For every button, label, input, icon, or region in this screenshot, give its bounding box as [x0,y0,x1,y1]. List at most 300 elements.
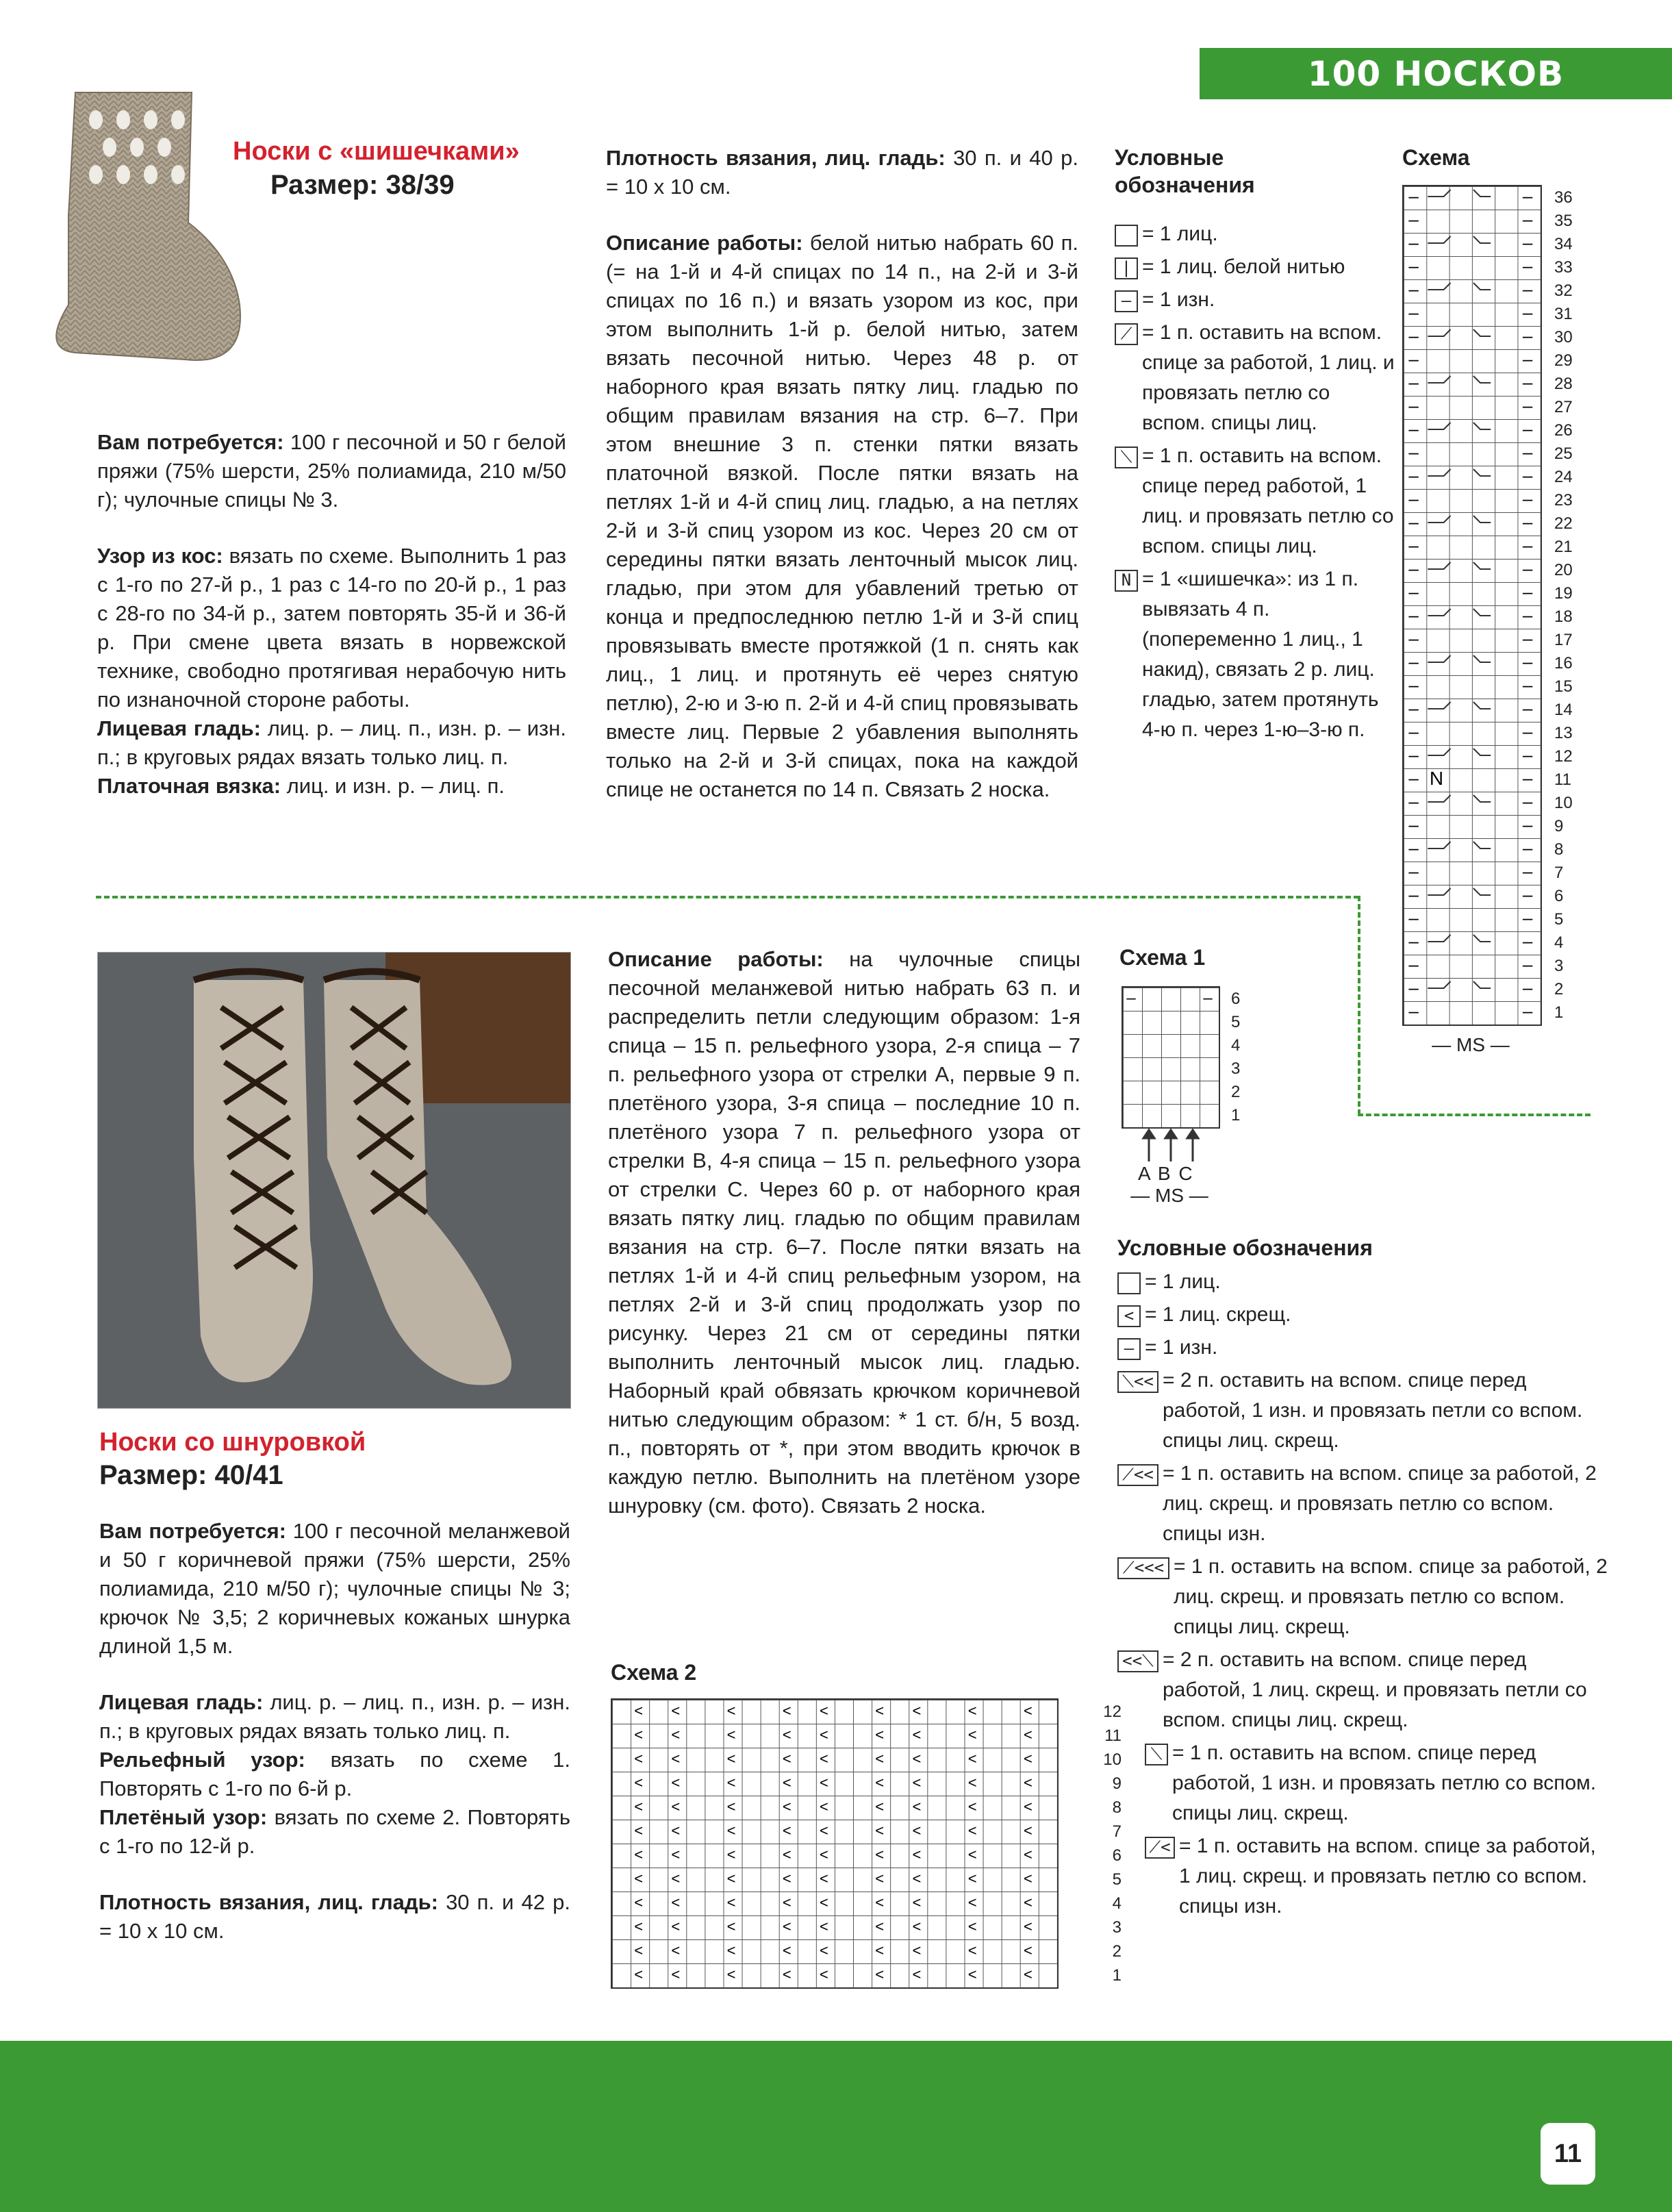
legend-item [1117,1831,1610,1922]
row-number: 10 [1554,794,1573,812]
twisted-knit-mark: < [1023,1774,1033,1792]
purl-mark: – [1522,768,1533,788]
gauge-label: Плотность вязания, лиц. гладь: [606,146,946,170]
twisted-knit-mark: < [875,1894,885,1911]
purl-mark: – [1522,791,1533,812]
twisted-knit-mark: < [671,1918,681,1935]
stockinette-text: лиц. р. – лиц. п., изн. р. – изн. п.; в круговых рядах вязать только лиц. п. [97,716,566,769]
twisted-knit-mark: < [634,1894,644,1911]
legend-text: = 2 п. оставить на вспом. спице перед работой, 1 лиц. скрещ. и провязать петли со вспом. спицы лиц. скрещ. [1163,1648,1587,1731]
cable-mark [1428,190,1450,197]
legend-symbol-icon: <<⟍ [1117,1650,1158,1672]
purl-mark: – [1522,558,1533,579]
purl-mark: – [1408,605,1419,625]
legend-text: = 1 изн. [1142,288,1215,311]
twisted-knit-mark: < [912,1870,922,1887]
twisted-knit-mark: < [820,1894,828,1911]
twisted-knit-mark: < [782,1822,791,1839]
twisted-knit-mark: < [782,1965,791,1983]
cable-mark [1428,562,1450,569]
legend-symbol-icon: ⟋<<< [1117,1557,1169,1579]
row-number: 7 [1112,1822,1122,1841]
purl-mark: – [1522,581,1533,602]
row-number: 22 [1554,514,1573,533]
twisted-knit-mark: < [1023,1918,1033,1935]
twisted-knit-mark: < [912,1894,922,1911]
twisted-knit-mark: < [726,1941,736,1959]
row-number: 5 [1112,1870,1122,1889]
twisted-knit-mark: < [875,1918,885,1935]
row-number: 14 [1554,701,1573,719]
row-number: 20 [1554,561,1573,579]
purl-mark: – [1126,989,1136,1007]
twisted-knit-mark: < [671,1965,681,1983]
twisted-knit-mark: < [782,1774,791,1792]
purl-mark: – [1408,302,1419,323]
twisted-knit-mark: < [671,1822,681,1839]
twisted-knit-mark: < [671,1702,681,1720]
twisted-knit-mark: < [726,1750,736,1768]
purl-mark: – [1522,442,1533,462]
purl-mark: – [1522,721,1533,742]
twisted-knit-mark: < [782,1894,791,1911]
twisted-knit-mark: < [967,1702,977,1720]
purl-mark: – [1522,744,1533,765]
cable-mark [1473,888,1491,895]
twisted-knit-mark: < [671,1798,681,1815]
legend-symbol-icon [1115,225,1138,247]
gauge2-text: 30 п. и 42 р. = 10 х 10 см. [99,1890,570,1943]
purl-mark: – [1522,255,1533,276]
purl-mark: – [1408,814,1419,835]
purl-mark: – [1408,232,1419,253]
purl-mark: – [1522,209,1533,229]
purl-mark: – [1408,651,1419,672]
twisted-knit-mark: < [1023,1965,1033,1983]
row-number: 6 [1231,990,1241,1008]
purl-mark: – [1408,186,1419,206]
purl-mark: – [1408,418,1419,439]
twisted-knit-mark: < [820,1822,828,1839]
twisted-knit-mark: < [967,1941,977,1959]
purl-mark: – [1522,279,1533,299]
legend-symbol-icon: | [1115,257,1138,279]
twisted-knit-mark: < [782,1750,791,1768]
row-number: 4 [1112,1894,1122,1913]
purl-mark: – [1408,558,1419,579]
row-number: 24 [1554,468,1573,486]
twisted-knit-mark: < [1023,1941,1033,1959]
twisted-knit-mark: < [912,1726,922,1744]
legend-text: = 2 п. оставить на вспом. спице перед работой, 1 изн. и провязать петли со вспом. спицы лиц. скрещ. [1163,1369,1583,1452]
legend-item [1117,1300,1610,1330]
scheme1-arrows [1137,1129,1205,1163]
row-number: 10 [1103,1750,1122,1769]
cable-mark [1428,516,1450,523]
row-number: 29 [1554,351,1573,370]
cable-mark [1473,655,1491,662]
purl-mark: – [1522,977,1533,998]
twisted-knit-mark: < [875,1750,885,1768]
pattern-label: Узор из кос: [97,544,223,568]
legend-symbol-icon: ⟋< [1145,1837,1175,1859]
row-number: 25 [1554,444,1573,463]
purl-mark: – [1522,605,1533,625]
purl-mark: – [1408,442,1419,462]
purl-mark: – [1522,931,1533,951]
legend-symbol-icon: N [1115,570,1138,592]
article2-middle-column [608,945,1080,1520]
legend-text: = 1 п. оставить на вспом. спице за работой, 2 лиц. скрещ. и провязать петлю со вспом. спицы лиц. скрещ. [1174,1555,1608,1638]
twisted-knit-mark: < [967,1894,977,1911]
cable-mark [1473,516,1491,523]
cable-mark [1428,702,1450,709]
row-number: 34 [1554,235,1573,253]
twisted-knit-mark: < [1023,1822,1033,1839]
legend2-title: Условные обозначения [1117,1235,1373,1260]
legend-item [1117,1333,1610,1363]
row-number: 19 [1554,584,1573,603]
purl-mark: – [1408,675,1419,695]
twisted-knit-mark: < [634,1846,644,1863]
twisted-knit-mark: < [820,1774,828,1792]
braid-text: вязать по схеме 2. Повторять с 1-го по 12-й р. [99,1805,570,1858]
row-number: 32 [1554,281,1573,300]
purl-mark: – [1522,628,1533,649]
legend-text: = 1 п. оставить на вспом. спице перед работой, 1 лиц. и провязать петлю со вспом. спицы лиц. [1142,444,1394,557]
row-number: 8 [1112,1798,1122,1817]
purl-mark: – [1522,838,1533,858]
scheme1-arrow-labels: A B C [1138,1163,1194,1184]
twisted-knit-mark: < [912,1702,922,1720]
legend-item [1115,564,1395,745]
row-number: 2 [1112,1942,1122,1961]
row-number: 31 [1554,305,1573,323]
scheme1-symbols [1122,986,1217,1126]
needs-label: Вам потребуется: [97,430,284,454]
row-number: 9 [1112,1774,1122,1793]
twisted-knit-mark: < [726,1965,736,1983]
row-number: 3 [1554,957,1564,975]
row-number: 1 [1112,1966,1122,1985]
purl-mark: – [1522,698,1533,718]
legend-text: = 1 лиц. [1145,1270,1221,1293]
twisted-knit-mark: < [671,1894,681,1911]
legend1-title: Условные обозначения [1115,145,1255,197]
legend-item [1115,441,1395,562]
separator-vertical [1358,896,1360,1115]
cable-mark [1428,283,1450,290]
twisted-knit-mark: < [912,1822,922,1839]
twisted-knit-mark: < [782,1918,791,1935]
cable-mark [1428,329,1450,336]
purl-mark: – [1408,488,1419,509]
row-number: 1 [1554,1003,1564,1022]
row-number: 1 [1231,1106,1241,1124]
twisted-knit-mark: < [671,1941,681,1959]
cable-mark [1473,749,1491,755]
twisted-knit-mark: < [634,1941,644,1959]
purl-mark: – [1408,838,1419,858]
cable-mark [1473,329,1491,336]
stockinette2-text: лиц. р. – лиц. п., изн. р. – изн. п.; в круговых рядах вязать только лиц. п. [99,1690,570,1743]
row-number: 2 [1231,1083,1241,1101]
purl-mark: – [1522,488,1533,509]
cable-mark [1473,935,1491,942]
scheme2-title: Схема 2 [611,1660,697,1685]
purl-mark: – [1522,372,1533,392]
purl-mark: – [1408,209,1419,229]
legend-item [1115,219,1395,249]
stockinette2-label: Лицевая гладь: [99,1690,264,1714]
purl-mark: – [1408,581,1419,602]
purl-mark: – [1408,535,1419,555]
desc-text: белой нитью набрать 60 п. (= на 1-й и 4-й спицах по 14 п., на 2-й и 3-й спицах по 16 п.) и вязать узором из кос, при этом выполнить 1-й р. белой нитью, затем вязать песочной нитью. Через 48 р. от наборного края вязать пятку лиц. гладью по общим правилам вязания на стр. 6–7. При этом внешние 3 п. стенки пятки вязать платочной вязкой. После пятки вязать на петлях 1-й и 4-й спиц лиц. гладью, а на петлях 2-й и 3-й спиц узором из кос. Через 20 см от середины пятки вязать ленточный мысок лиц. гладью, при этом для убавлений третью от конца и предпоследнюю петлю 1-й и 3-й спиц провязывать вместе протяжкой (1 п. снять как лиц., 1 лиц. и протянуть её через снятую петлю), 2-ю и 3-ю п. 2-й и 4-й спиц провязывать вместе лиц. Первые 2 убавления выполнять только на 2-й и 3-й спицах, пока на каждой спице не останется по 14 п. Связать 2 носка. [606,231,1078,801]
purl-mark: – [1408,884,1419,905]
legend-text: = 1 «шишечка»: из 1 п. вывязать 4 п. (попеременно 1 лиц., 1 накид), связать 2 р. лиц. гладью, затем протянуть 4-ю п. через 1-ю–3-ю п. [1142,568,1379,741]
twisted-knit-mark: < [875,1846,885,1863]
separator-horizontal-right [1358,1114,1591,1116]
needs-text: 100 г песочной и 50 г белой пряжи (75% шерсти, 25% полиамида, 210 м/50 г); чулочные спицы № 3. [97,430,566,512]
purl-mark: – [1408,954,1419,975]
twisted-knit-mark: < [634,1750,644,1768]
scheme2-row-numbers [1094,1700,1122,1987]
cable-mark [1428,842,1450,849]
purl-mark: – [1522,349,1533,369]
row-number: 13 [1554,724,1573,742]
twisted-knit-mark: < [634,1822,644,1839]
needs2-text: 100 г песочной меланжевой и 50 г коричневой пряжи (75% шерсти, 25% полиамида, 210 м/50 г); чулочные спицы № 3; крючок № 3,5; 2 коричневых кожаных шнурка длиной 1,5 м. [99,1519,570,1658]
legend-text: = 1 лиц. белой нитью [1142,255,1345,278]
cable-mark [1428,469,1450,476]
twisted-knit-mark: < [634,1870,644,1887]
legend-text: = 1 п. оставить на вспом. спице за работой, 1 лиц. и провязать петлю со вспом. спицы лиц. [1142,321,1395,434]
purl-mark: – [1522,395,1533,416]
legend-text: = 1 п. оставить на вспом. спице перед работой, 1 изн. и провязать петлю со вспом. спицы лиц. скрещ. [1172,1742,1597,1824]
purl-mark: – [1522,814,1533,835]
purl-mark: – [1408,1001,1419,1021]
twisted-knit-mark: < [912,1774,922,1792]
twisted-knit-mark: < [726,1798,736,1815]
row-number: 21 [1554,538,1573,556]
scheme-title: Схема [1402,145,1470,170]
twisted-knit-mark: < [820,1726,828,1744]
twisted-knit-mark: < [726,1774,736,1792]
gauge2-label: Плотность вязания, лиц. гладь: [99,1890,438,1914]
twisted-knit-mark: < [726,1894,736,1911]
twisted-knit-mark: < [967,1750,977,1768]
garter-text: лиц. и изн. р. – лиц. п. [286,774,505,798]
twisted-knit-mark: < [820,1918,828,1935]
purl-mark: – [1408,395,1419,416]
legend-item [1117,1267,1610,1297]
cable-mark [1473,423,1491,429]
legend-item [1115,285,1395,315]
legend-item [1117,1645,1610,1735]
twisted-knit-mark: < [726,1870,736,1887]
twisted-knit-mark: < [782,1941,791,1959]
twisted-knit-mark: < [1023,1702,1033,1720]
cable-mark [1473,842,1491,849]
purl-mark: – [1522,907,1533,928]
pattern-text: вязать по схеме. Выполнить 1 раз с 1-го по 27-й р., 1 раз с 14-го по 20-й р., 1 раз с 28-го по 34-й р., затем повторять 35-й и 36-й р. При смене цвета вязать в норвежской технике, свободно протягивая нерабочую нить по изнаночной стороне работы. [97,544,566,712]
row-number: 3 [1112,1918,1122,1937]
twisted-knit-mark: < [820,1846,828,1863]
separator-horizontal [96,896,1359,898]
twisted-knit-mark: < [634,1918,644,1935]
legend-symbol-icon: ⟋ [1115,323,1138,345]
twisted-knit-mark: < [671,1870,681,1887]
scheme1-title: Схема 1 [1119,945,1206,970]
twisted-knit-mark: < [967,1965,977,1983]
twisted-knit-mark: < [726,1726,736,1744]
twisted-knit-mark: < [726,1918,736,1935]
purl-mark: – [1408,465,1419,486]
twisted-knit-mark: < [782,1870,791,1887]
row-number: 3 [1231,1059,1241,1078]
row-number: 28 [1554,375,1573,393]
cable-mark [1428,609,1450,616]
twisted-knit-mark: < [820,1870,828,1887]
row-number: 5 [1231,1013,1241,1031]
legend-item [1115,318,1395,438]
row-number: 27 [1554,398,1573,416]
magazine-section-header: 100 НОСКОВ [1200,48,1672,99]
legend-symbol-icon: ⟍ [1145,1744,1168,1765]
twisted-knit-mark: < [875,1965,885,1983]
scheme2-symbols [611,1698,1056,1986]
bobble-mark: N [1429,768,1444,789]
twisted-knit-mark: < [967,1798,977,1815]
twisted-knit-mark: < [782,1702,791,1720]
cable-mark [1428,981,1450,988]
twisted-knit-mark: < [1023,1750,1033,1768]
row-number: 36 [1554,188,1573,207]
twisted-knit-mark: < [967,1774,977,1792]
row-number: 6 [1554,887,1564,905]
purl-mark: – [1408,861,1419,881]
legend-symbol-icon [1117,1272,1141,1294]
twisted-knit-mark: < [671,1750,681,1768]
twisted-knit-mark: < [671,1774,681,1792]
row-number: 18 [1554,607,1573,626]
row-number: 30 [1554,328,1573,347]
cable-mark [1428,236,1450,243]
twisted-knit-mark: < [912,1798,922,1815]
legend-item [1117,1459,1610,1549]
sock-photo-2 [97,952,571,1409]
row-number: 23 [1554,491,1573,510]
purl-mark: – [1408,349,1419,369]
row-number: 15 [1554,677,1573,696]
twisted-knit-mark: < [782,1798,791,1815]
purl-mark: – [1522,232,1533,253]
row-number: 11 [1104,1726,1122,1745]
legend-symbol-icon: ⟍<< [1117,1371,1158,1393]
legend-text: = 1 лиц. скрещ. [1145,1303,1291,1326]
gauge-text: 30 п. и 40 р. = 10 х 10 см. [606,146,1078,199]
row-number: 12 [1554,747,1573,766]
purl-mark: – [1408,721,1419,742]
purl-mark: – [1408,744,1419,765]
legend-symbol-icon: – [1117,1338,1141,1360]
row-number: 4 [1554,933,1564,952]
twisted-knit-mark: < [671,1846,681,1863]
row-number: 9 [1554,817,1564,835]
twisted-knit-mark: < [671,1726,681,1744]
legend-item [1117,1552,1610,1642]
row-number: 6 [1112,1846,1122,1865]
twisted-knit-mark: < [1023,1894,1033,1911]
scheme1-ms-label: — MS — [1130,1185,1208,1206]
purl-mark: – [1408,907,1419,928]
page-number: 11 [1541,2123,1595,2185]
legend1 [1115,219,1395,748]
cable-mark [1428,888,1450,895]
row-number: 17 [1554,631,1573,649]
article2-left-column [99,1517,570,1946]
sock-photo-1 [27,79,246,373]
twisted-knit-mark: < [820,1702,828,1720]
row-number: 33 [1554,258,1573,277]
twisted-knit-mark: < [1023,1798,1033,1815]
twisted-knit-mark: < [875,1702,885,1720]
twisted-knit-mark: < [875,1822,885,1839]
twisted-knit-mark: < [820,1750,828,1768]
twisted-knit-mark: < [820,1941,828,1959]
purl-mark: – [1522,186,1533,206]
row-number: 8 [1554,840,1564,859]
twisted-knit-mark: < [820,1798,828,1815]
cable-mark [1473,283,1491,290]
scheme-ms-label: — MS — [1432,1034,1510,1055]
row-number: 4 [1231,1036,1241,1055]
cable-mark [1428,655,1450,662]
article1-middle-column [606,144,1078,804]
purl-mark: – [1522,675,1533,695]
twisted-knit-mark: < [912,1846,922,1863]
relief-label: Рельефный узор: [99,1748,305,1772]
purl-mark: – [1408,255,1419,276]
twisted-knit-mark: < [1023,1870,1033,1887]
twisted-knit-mark: < [912,1918,922,1935]
article1-size: Размер: 38/39 [270,170,455,200]
twisted-knit-mark: < [875,1774,885,1792]
row-number: 35 [1554,212,1573,230]
purl-mark: – [1408,628,1419,649]
needs2-label: Вам потребуется: [99,1519,286,1543]
twisted-knit-mark: < [726,1846,736,1863]
legend2 [1117,1267,1610,1924]
cable-mark [1473,236,1491,243]
legend-symbol-icon: ⟋<< [1117,1464,1158,1486]
desc2-text: на чулочные спицы песочной меланжевой нитью набрать 63 п. и распределить петли следующим образом: 1-я спица – 15 п. рельефного узора, 2-я спица – 7 п. рельефного узора от стрелки А, первые 9 п. плетёного узора, 3-я спица – последние 10 п. плетёного узора 7 п. рельефного узора от стрелки В, 4-я спица – 15 п. рельефного узора от стрелки С. Через 60 р. от наборного края вязать пятку лиц. гладью по общим правилам вязания на стр. 6–7. После пятки вязать на петлях 1-й и 4-й спиц рельефным узором, на петлях 2-й и 3-й спиц продолжать узор по рисунку. Через 21 см от середины пятки выполнить ленточный мысок лиц. гладью. Наборный край обвязать крючком коричневой нитью следующим образом: * 1 ст. б/н, 5 возд. п., повторять от *, при этом вводить крючок в каждую петлю. Выполнить на плетёном узоре шнуровку (см. фото). Связать 2 носка. [608,947,1080,1518]
twisted-knit-mark: < [634,1798,644,1815]
purl-mark: – [1522,512,1533,532]
purl-mark: – [1522,325,1533,346]
purl-mark: – [1522,861,1533,881]
twisted-knit-mark: < [782,1726,791,1744]
twisted-knit-mark: < [634,1774,644,1792]
cable-mark [1473,981,1491,988]
cable-mark [1428,423,1450,429]
cable-mark [1473,190,1491,197]
twisted-knit-mark: < [875,1726,885,1744]
legend-text: = 1 лиц. [1142,223,1218,245]
scheme-row-numbers [1554,186,1595,1025]
purl-mark: – [1408,279,1419,299]
legend-symbol-icon: ⟍ [1115,447,1138,468]
